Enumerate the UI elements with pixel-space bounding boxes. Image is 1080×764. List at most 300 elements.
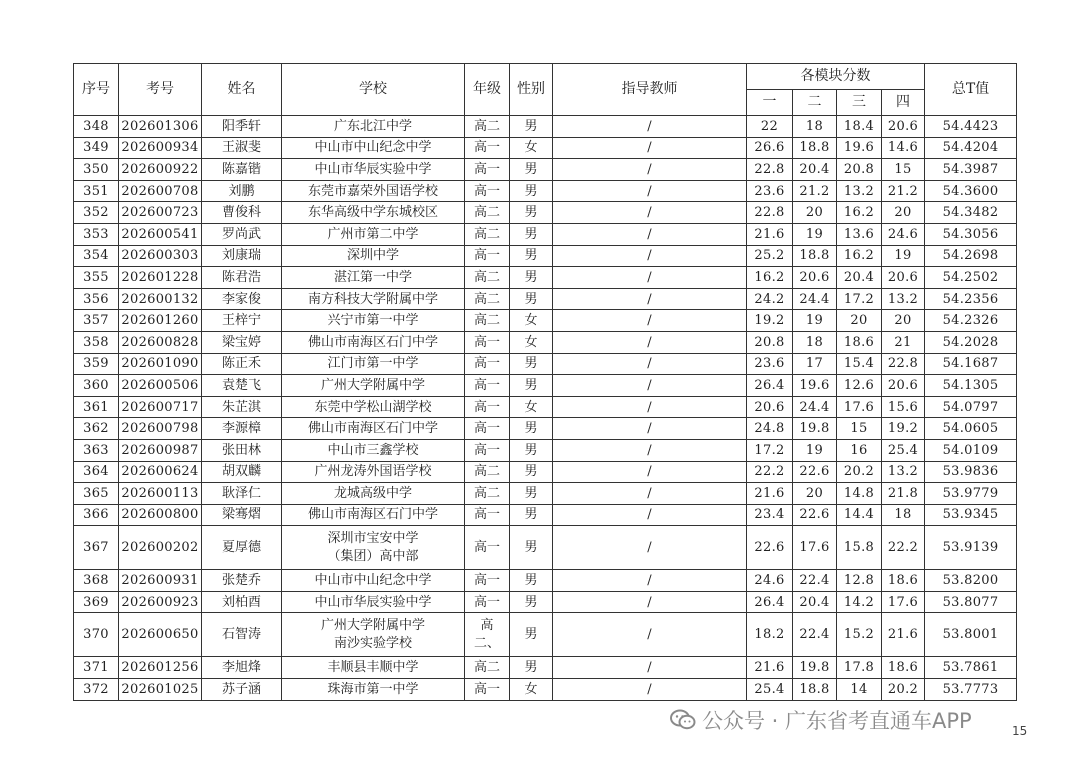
- cell-module-2: 18: [793, 331, 837, 353]
- cell-total: 54.3056: [925, 223, 1017, 245]
- cell-module-1: 18.2: [747, 613, 793, 657]
- cell-school-line: 佛山市南海区石门中学: [307, 421, 438, 437]
- cell-seq: 354: [74, 245, 119, 267]
- cell-gender: 男: [510, 570, 553, 592]
- cell-teacher: /: [553, 202, 747, 224]
- cell-exam-no: 202601256: [119, 657, 202, 679]
- cell-exam-no: 202601306: [119, 116, 202, 138]
- cell-gender: 女: [510, 310, 553, 332]
- cell-school: [282, 310, 465, 332]
- cell-grade: [465, 116, 510, 138]
- table-row: [74, 679, 1017, 701]
- cell-school-line: 南方科技大学附属中学: [307, 291, 438, 307]
- cell-module-4: 18.6: [882, 657, 925, 679]
- cell-grade-line: 高二: [473, 269, 500, 285]
- scores-table: [73, 63, 1017, 701]
- cell-module-3: 15.4: [837, 353, 882, 375]
- cell-school-line: 兴宁市第一中学: [327, 313, 419, 329]
- cell-name: 张田林: [202, 439, 282, 461]
- cell-module-3: 15.8: [837, 526, 882, 570]
- cell-school: [282, 180, 465, 202]
- table-row: [74, 375, 1017, 397]
- cell-module-4: 20.6: [882, 375, 925, 397]
- cell-exam-no: 202600113: [119, 483, 202, 505]
- cell-teacher: /: [553, 504, 747, 526]
- cell-teacher: /: [553, 288, 747, 310]
- cell-name: 苏子涵: [202, 679, 282, 701]
- cell-module-4: 20: [882, 202, 925, 224]
- cell-exam-no: 202600624: [119, 461, 202, 483]
- cell-exam-no: 202600987: [119, 439, 202, 461]
- cell-exam-no: 202600923: [119, 591, 202, 613]
- table-row: [74, 657, 1017, 679]
- cell-seq: 349: [74, 137, 119, 159]
- table-row: [74, 310, 1017, 332]
- cell-teacher: /: [553, 180, 747, 202]
- cell-grade: [465, 267, 510, 289]
- cell-name: 李旭烽: [202, 657, 282, 679]
- table-row: [74, 116, 1017, 138]
- cell-name: 石智涛: [202, 613, 282, 657]
- cell-school: [282, 202, 465, 224]
- cell-module-1: 26.4: [747, 375, 793, 397]
- cell-module-1: 21.6: [747, 223, 793, 245]
- cell-name: 王梓宁: [202, 310, 282, 332]
- watermark: [670, 706, 1030, 734]
- cell-school: [282, 137, 465, 159]
- cell-grade: [465, 223, 510, 245]
- cell-module-1: 24.2: [747, 288, 793, 310]
- cell-module-4: 18: [882, 504, 925, 526]
- table-row: [74, 461, 1017, 483]
- cell-grade: [465, 288, 510, 310]
- cell-module-4: 13.2: [882, 288, 925, 310]
- cell-gender: 男: [510, 223, 553, 245]
- cell-module-1: 21.6: [747, 657, 793, 679]
- cell-gender: 男: [510, 159, 553, 181]
- cell-module-4: 19: [882, 245, 925, 267]
- cell-gender: 男: [510, 613, 553, 657]
- cell-exam-no: 202601228: [119, 267, 202, 289]
- cell-grade-line: 高一: [473, 356, 500, 372]
- cell-module-3: 13.2: [837, 180, 882, 202]
- cell-grade: [465, 245, 510, 267]
- cell-seq: 351: [74, 180, 119, 202]
- header-grade: 年级: [465, 64, 510, 116]
- cell-name: 曹俊科: [202, 202, 282, 224]
- cell-exam-no: 202600132: [119, 288, 202, 310]
- cell-teacher: /: [553, 483, 747, 505]
- header-total: 总T值: [925, 64, 1017, 116]
- header-module-2: 二: [793, 90, 837, 116]
- cell-module-3: 15: [837, 418, 882, 440]
- cell-module-3: 12.6: [837, 375, 882, 397]
- cell-total: 54.1687: [925, 353, 1017, 375]
- cell-teacher: /: [553, 418, 747, 440]
- cell-teacher: /: [553, 657, 747, 679]
- cell-school: [282, 613, 465, 657]
- header-name: 姓名: [202, 64, 282, 116]
- cell-module-4: 21: [882, 331, 925, 353]
- cell-school: [282, 396, 465, 418]
- table-row: [74, 180, 1017, 202]
- cell-school-line: 佛山市南海区石门中学: [307, 334, 438, 350]
- cell-module-4: 24.6: [882, 223, 925, 245]
- cell-exam-no: 202600723: [119, 202, 202, 224]
- cell-module-1: 21.6: [747, 483, 793, 505]
- cell-teacher: /: [553, 591, 747, 613]
- cell-grade: [465, 331, 510, 353]
- cell-module-2: 24.4: [793, 288, 837, 310]
- cell-module-4: 20.6: [882, 267, 925, 289]
- cell-total: 54.2326: [925, 310, 1017, 332]
- cell-teacher: /: [553, 245, 747, 267]
- cell-seq: 366: [74, 504, 119, 526]
- cell-grade: [465, 310, 510, 332]
- cell-module-4: 20.2: [882, 679, 925, 701]
- cell-school-line: 江门市第一中学: [327, 356, 419, 372]
- table-row: [74, 504, 1017, 526]
- cell-module-4: 19.2: [882, 418, 925, 440]
- cell-grade: [465, 202, 510, 224]
- cell-gender: 男: [510, 353, 553, 375]
- cell-name: 李家俊: [202, 288, 282, 310]
- cell-exam-no: 202600541: [119, 223, 202, 245]
- cell-gender: 男: [510, 439, 553, 461]
- cell-grade-line: 高一: [473, 334, 500, 350]
- cell-grade-line: 高一: [473, 399, 500, 415]
- cell-school: [282, 116, 465, 138]
- table-row: [74, 159, 1017, 181]
- cell-exam-no: 202600202: [119, 526, 202, 570]
- cell-module-1: 19.2: [747, 310, 793, 332]
- cell-gender: 男: [510, 504, 553, 526]
- cell-module-1: 23.6: [747, 353, 793, 375]
- cell-module-3: 20.8: [837, 159, 882, 181]
- cell-total: 54.2028: [925, 331, 1017, 353]
- cell-module-3: 18.4: [837, 116, 882, 138]
- cell-module-1: 25.2: [747, 245, 793, 267]
- cell-grade-line: 高一: [473, 140, 500, 156]
- cell-module-2: 18.8: [793, 679, 837, 701]
- cell-module-1: 26.6: [747, 137, 793, 159]
- cell-seq: 368: [74, 570, 119, 592]
- cell-grade-line: 高二: [473, 313, 500, 329]
- cell-grade: [465, 679, 510, 701]
- cell-school-line: 广州大学附属中学: [320, 617, 425, 633]
- cell-module-2: 19: [793, 310, 837, 332]
- cell-grade: [465, 159, 510, 181]
- cell-grade-line: 高二: [473, 660, 500, 676]
- cell-module-3: 20.2: [837, 461, 882, 483]
- cell-name: 夏厚德: [202, 526, 282, 570]
- cell-module-3: 17.8: [837, 657, 882, 679]
- cell-teacher: /: [553, 223, 747, 245]
- cell-name: 耿泽仁: [202, 483, 282, 505]
- table-row: [74, 613, 1017, 657]
- cell-school-line: 中山市三鑫学校: [327, 442, 419, 458]
- cell-module-2: 21.2: [793, 180, 837, 202]
- header-teacher: 指导教师: [553, 64, 747, 116]
- cell-module-1: 23.6: [747, 180, 793, 202]
- cell-module-1: 20.8: [747, 331, 793, 353]
- cell-name: 李源樟: [202, 418, 282, 440]
- cell-teacher: /: [553, 267, 747, 289]
- cell-module-4: 22.8: [882, 353, 925, 375]
- cell-school-line: 广州市第二中学: [327, 226, 419, 242]
- cell-school-line: 深圳中学: [346, 248, 399, 264]
- cell-module-3: 14.4: [837, 504, 882, 526]
- cell-grade-line: 高一: [473, 540, 500, 556]
- cell-module-4: 18.6: [882, 570, 925, 592]
- cell-grade: [465, 657, 510, 679]
- cell-grade: [465, 461, 510, 483]
- cell-exam-no: 202601090: [119, 353, 202, 375]
- cell-grade: [465, 439, 510, 461]
- cell-module-2: 19: [793, 223, 837, 245]
- cell-grade-line: 高一: [473, 681, 500, 697]
- cell-gender: 男: [510, 461, 553, 483]
- cell-school-line: 东莞市嘉荣外国语学校: [307, 183, 438, 199]
- cell-school-line: 龙城高级中学: [333, 485, 412, 501]
- cell-exam-no: 202600934: [119, 137, 202, 159]
- cell-grade-line: 二、: [473, 635, 500, 651]
- cell-module-2: 20: [793, 483, 837, 505]
- cell-teacher: /: [553, 375, 747, 397]
- cell-exam-no: 202600922: [119, 159, 202, 181]
- header-modules: 各模块分数: [747, 64, 925, 90]
- cell-seq: 355: [74, 267, 119, 289]
- cell-teacher: /: [553, 396, 747, 418]
- cell-school: [282, 223, 465, 245]
- watermark-text: 公众号 · 广东省考直通车APP: [702, 709, 972, 733]
- cell-total: 54.3482: [925, 202, 1017, 224]
- table-row: [74, 526, 1017, 570]
- cell-total: 54.2502: [925, 267, 1017, 289]
- cell-teacher: /: [553, 613, 747, 657]
- cell-module-4: 25.4: [882, 439, 925, 461]
- cell-module-3: 20: [837, 310, 882, 332]
- cell-total: 53.8001: [925, 613, 1017, 657]
- cell-school: [282, 591, 465, 613]
- cell-module-1: 16.2: [747, 267, 793, 289]
- cell-exam-no: 202600708: [119, 180, 202, 202]
- cell-name: 陈君浩: [202, 267, 282, 289]
- cell-gender: 男: [510, 483, 553, 505]
- cell-module-2: 19.8: [793, 418, 837, 440]
- cell-gender: 女: [510, 331, 553, 353]
- cell-school: [282, 461, 465, 483]
- cell-name: 朱芷淇: [202, 396, 282, 418]
- cell-school: [282, 483, 465, 505]
- cell-module-2: 22.6: [793, 461, 837, 483]
- cell-module-4: 15.6: [882, 396, 925, 418]
- cell-module-3: 14.2: [837, 591, 882, 613]
- cell-seq: 364: [74, 461, 119, 483]
- cell-total: 53.9345: [925, 504, 1017, 526]
- cell-module-2: 17: [793, 353, 837, 375]
- cell-seq: 371: [74, 657, 119, 679]
- cell-module-3: 12.8: [837, 570, 882, 592]
- cell-module-4: 21.2: [882, 180, 925, 202]
- cell-name: 陈正禾: [202, 353, 282, 375]
- cell-school: [282, 159, 465, 181]
- cell-grade-line: 高一: [473, 377, 500, 393]
- cell-total: 54.0109: [925, 439, 1017, 461]
- cell-total: 54.2356: [925, 288, 1017, 310]
- cell-school: [282, 526, 465, 570]
- cell-school-line: 珠海市第一中学: [327, 681, 419, 697]
- cell-school-line: 广州龙涛外国语学校: [314, 464, 432, 480]
- cell-module-2: 20.6: [793, 267, 837, 289]
- cell-seq: 358: [74, 331, 119, 353]
- cell-module-3: 17.2: [837, 288, 882, 310]
- cell-school-line: 南沙实验学校: [333, 635, 412, 651]
- cell-exam-no: 202600800: [119, 504, 202, 526]
- cell-module-1: 22.8: [747, 159, 793, 181]
- cell-name: 胡双麟: [202, 461, 282, 483]
- cell-gender: 男: [510, 657, 553, 679]
- cell-total: 54.3600: [925, 180, 1017, 202]
- cell-seq: 353: [74, 223, 119, 245]
- cell-grade-line: 高: [480, 617, 494, 633]
- cell-seq: 361: [74, 396, 119, 418]
- cell-total: 53.7861: [925, 657, 1017, 679]
- cell-module-2: 18.8: [793, 137, 837, 159]
- cell-grade-line: 高一: [473, 573, 500, 589]
- cell-module-2: 19.8: [793, 657, 837, 679]
- cell-name: 张楚乔: [202, 570, 282, 592]
- cell-module-2: 18: [793, 116, 837, 138]
- cell-name: 刘康瑞: [202, 245, 282, 267]
- cell-seq: 370: [74, 613, 119, 657]
- cell-seq: 348: [74, 116, 119, 138]
- cell-school: [282, 504, 465, 526]
- cell-module-3: 16.2: [837, 245, 882, 267]
- cell-module-2: 24.4: [793, 396, 837, 418]
- cell-module-1: 20.6: [747, 396, 793, 418]
- cell-module-4: 21.8: [882, 483, 925, 505]
- cell-teacher: /: [553, 159, 747, 181]
- table-row: [74, 223, 1017, 245]
- cell-name: 刘柏酉: [202, 591, 282, 613]
- cell-teacher: /: [553, 526, 747, 570]
- cell-module-3: 13.6: [837, 223, 882, 245]
- cell-seq: 363: [74, 439, 119, 461]
- cell-gender: 男: [510, 288, 553, 310]
- cell-name: 王淑斐: [202, 137, 282, 159]
- cell-exam-no: 202600931: [119, 570, 202, 592]
- cell-module-2: 22.6: [793, 504, 837, 526]
- cell-seq: 352: [74, 202, 119, 224]
- cell-module-2: 22.4: [793, 613, 837, 657]
- cell-name: 陈嘉锴: [202, 159, 282, 181]
- cell-grade-line: 高二: [473, 226, 500, 242]
- cell-school: [282, 331, 465, 353]
- cell-exam-no: 202601260: [119, 310, 202, 332]
- cell-module-1: 22: [747, 116, 793, 138]
- cell-teacher: /: [553, 116, 747, 138]
- cell-gender: 男: [510, 116, 553, 138]
- cell-school: [282, 267, 465, 289]
- cell-module-4: 21.6: [882, 613, 925, 657]
- cell-exam-no: 202600650: [119, 613, 202, 657]
- cell-total: 54.4423: [925, 116, 1017, 138]
- cell-exam-no: 202600303: [119, 245, 202, 267]
- cell-school: [282, 375, 465, 397]
- cell-module-2: 18.8: [793, 245, 837, 267]
- cell-module-2: 20.4: [793, 159, 837, 181]
- cell-school-line: 丰顺县丰顺中学: [327, 660, 419, 676]
- cell-total: 54.4204: [925, 137, 1017, 159]
- header-gender: 性别: [510, 64, 553, 116]
- cell-exam-no: 202600717: [119, 396, 202, 418]
- cell-seq: 357: [74, 310, 119, 332]
- header-module-3: 三: [837, 90, 882, 116]
- cell-grade: [465, 526, 510, 570]
- cell-name: 阳季轩: [202, 116, 282, 138]
- cell-module-3: 14.8: [837, 483, 882, 505]
- cell-gender: 男: [510, 202, 553, 224]
- cell-module-1: 22.8: [747, 202, 793, 224]
- cell-module-1: 24.8: [747, 418, 793, 440]
- table-row: [74, 396, 1017, 418]
- cell-grade-line: 高二: [473, 291, 500, 307]
- table-row: [74, 288, 1017, 310]
- table-row: [74, 245, 1017, 267]
- cell-seq: 360: [74, 375, 119, 397]
- cell-grade: [465, 613, 510, 657]
- cell-gender: 女: [510, 137, 553, 159]
- table-row: [74, 353, 1017, 375]
- table-row: [74, 137, 1017, 159]
- cell-teacher: /: [553, 439, 747, 461]
- cell-module-3: 16.2: [837, 202, 882, 224]
- cell-module-2: 19.6: [793, 375, 837, 397]
- cell-module-4: 22.2: [882, 526, 925, 570]
- cell-grade: [465, 353, 510, 375]
- cell-grade: [465, 396, 510, 418]
- table-row: [74, 483, 1017, 505]
- cell-name: 刘鹏: [202, 180, 282, 202]
- cell-teacher: /: [553, 570, 747, 592]
- table-row: [74, 570, 1017, 592]
- cell-school: [282, 439, 465, 461]
- cell-gender: 男: [510, 267, 553, 289]
- cell-school-line: 东莞中学松山湖学校: [314, 399, 432, 415]
- cell-grade-line: 高二: [473, 205, 500, 221]
- cell-gender: 男: [510, 526, 553, 570]
- table-row: [74, 418, 1017, 440]
- cell-total: 53.8200: [925, 570, 1017, 592]
- cell-grade-line: 高一: [473, 183, 500, 199]
- cell-grade: [465, 418, 510, 440]
- cell-exam-no: 202600798: [119, 418, 202, 440]
- cell-module-2: 22.4: [793, 570, 837, 592]
- cell-total: 53.9139: [925, 526, 1017, 570]
- cell-module-4: 13.2: [882, 461, 925, 483]
- cell-school-line: 佛山市南海区石门中学: [307, 507, 438, 523]
- cell-grade-line: 高一: [473, 161, 500, 177]
- cell-total: 53.7773: [925, 679, 1017, 701]
- cell-module-4: 20.6: [882, 116, 925, 138]
- cell-module-4: 14.6: [882, 137, 925, 159]
- cell-school: [282, 288, 465, 310]
- cell-teacher: /: [553, 679, 747, 701]
- page-number: 15: [1012, 724, 1028, 738]
- cell-total: 53.8077: [925, 591, 1017, 613]
- cell-school-line: 广州大学附属中学: [320, 377, 425, 393]
